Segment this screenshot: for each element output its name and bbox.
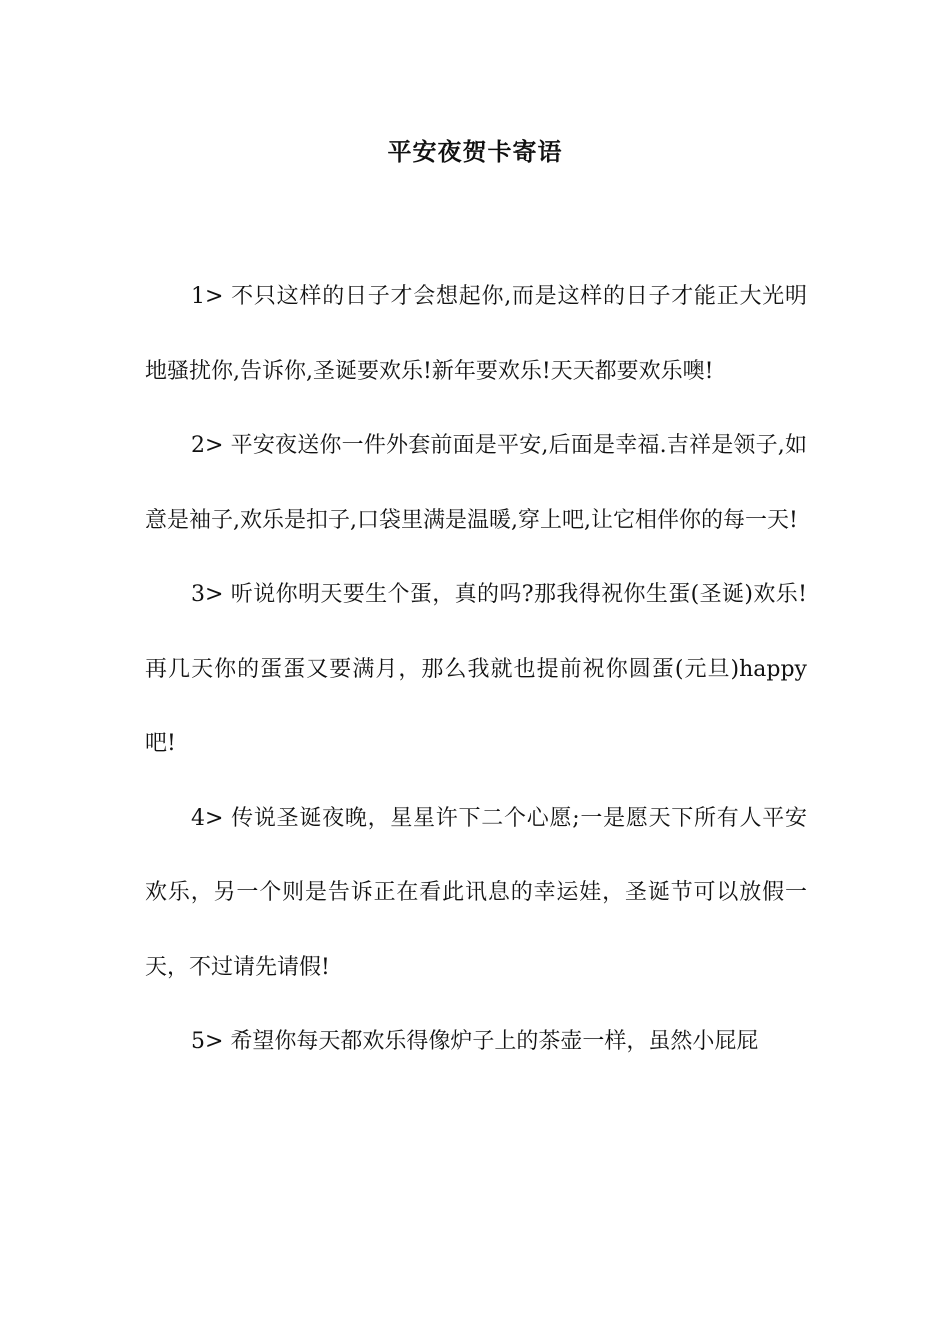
document-body	[145, 260, 807, 1080]
paragraph-2: 2> 平安夜送你一件外套前面是平安,后面是幸福.吉祥是领子,如意是袖子,欢乐是扣子,口袋里满是温暖,穿上吧,让它相伴你的每一天!	[145, 433, 807, 533]
paragraph-5: 5> 希望你每天都欢乐得像炉子上的茶壶一样，虽然小屁屁	[191, 1029, 759, 1054]
paragraph-1: 1> 不只这样的日子才会想起你,而是这样的日子才能正大光明地骚扰你,告诉你,圣诞要欢乐!新年要欢乐!天天都要欢乐噢!	[145, 284, 807, 384]
document-title: 平安夜贺卡寄语	[387, 137, 563, 166]
paragraph-3: 3> 听说你明天要生个蛋，真的吗?那我得祝你生蛋(圣诞)欢乐!再几天你的蛋蛋又要满月，那么我就也提前祝你圆蛋(元旦)happy吧!	[145, 582, 807, 756]
paragraph-4: 4> 传说圣诞夜晚，星星许下二个心愿;一是愿天下所有人平安欢乐，另一个则是告诉正在看此讯息的幸运娃，圣诞节可以放假一天，不过请先请假!	[145, 805, 807, 980]
